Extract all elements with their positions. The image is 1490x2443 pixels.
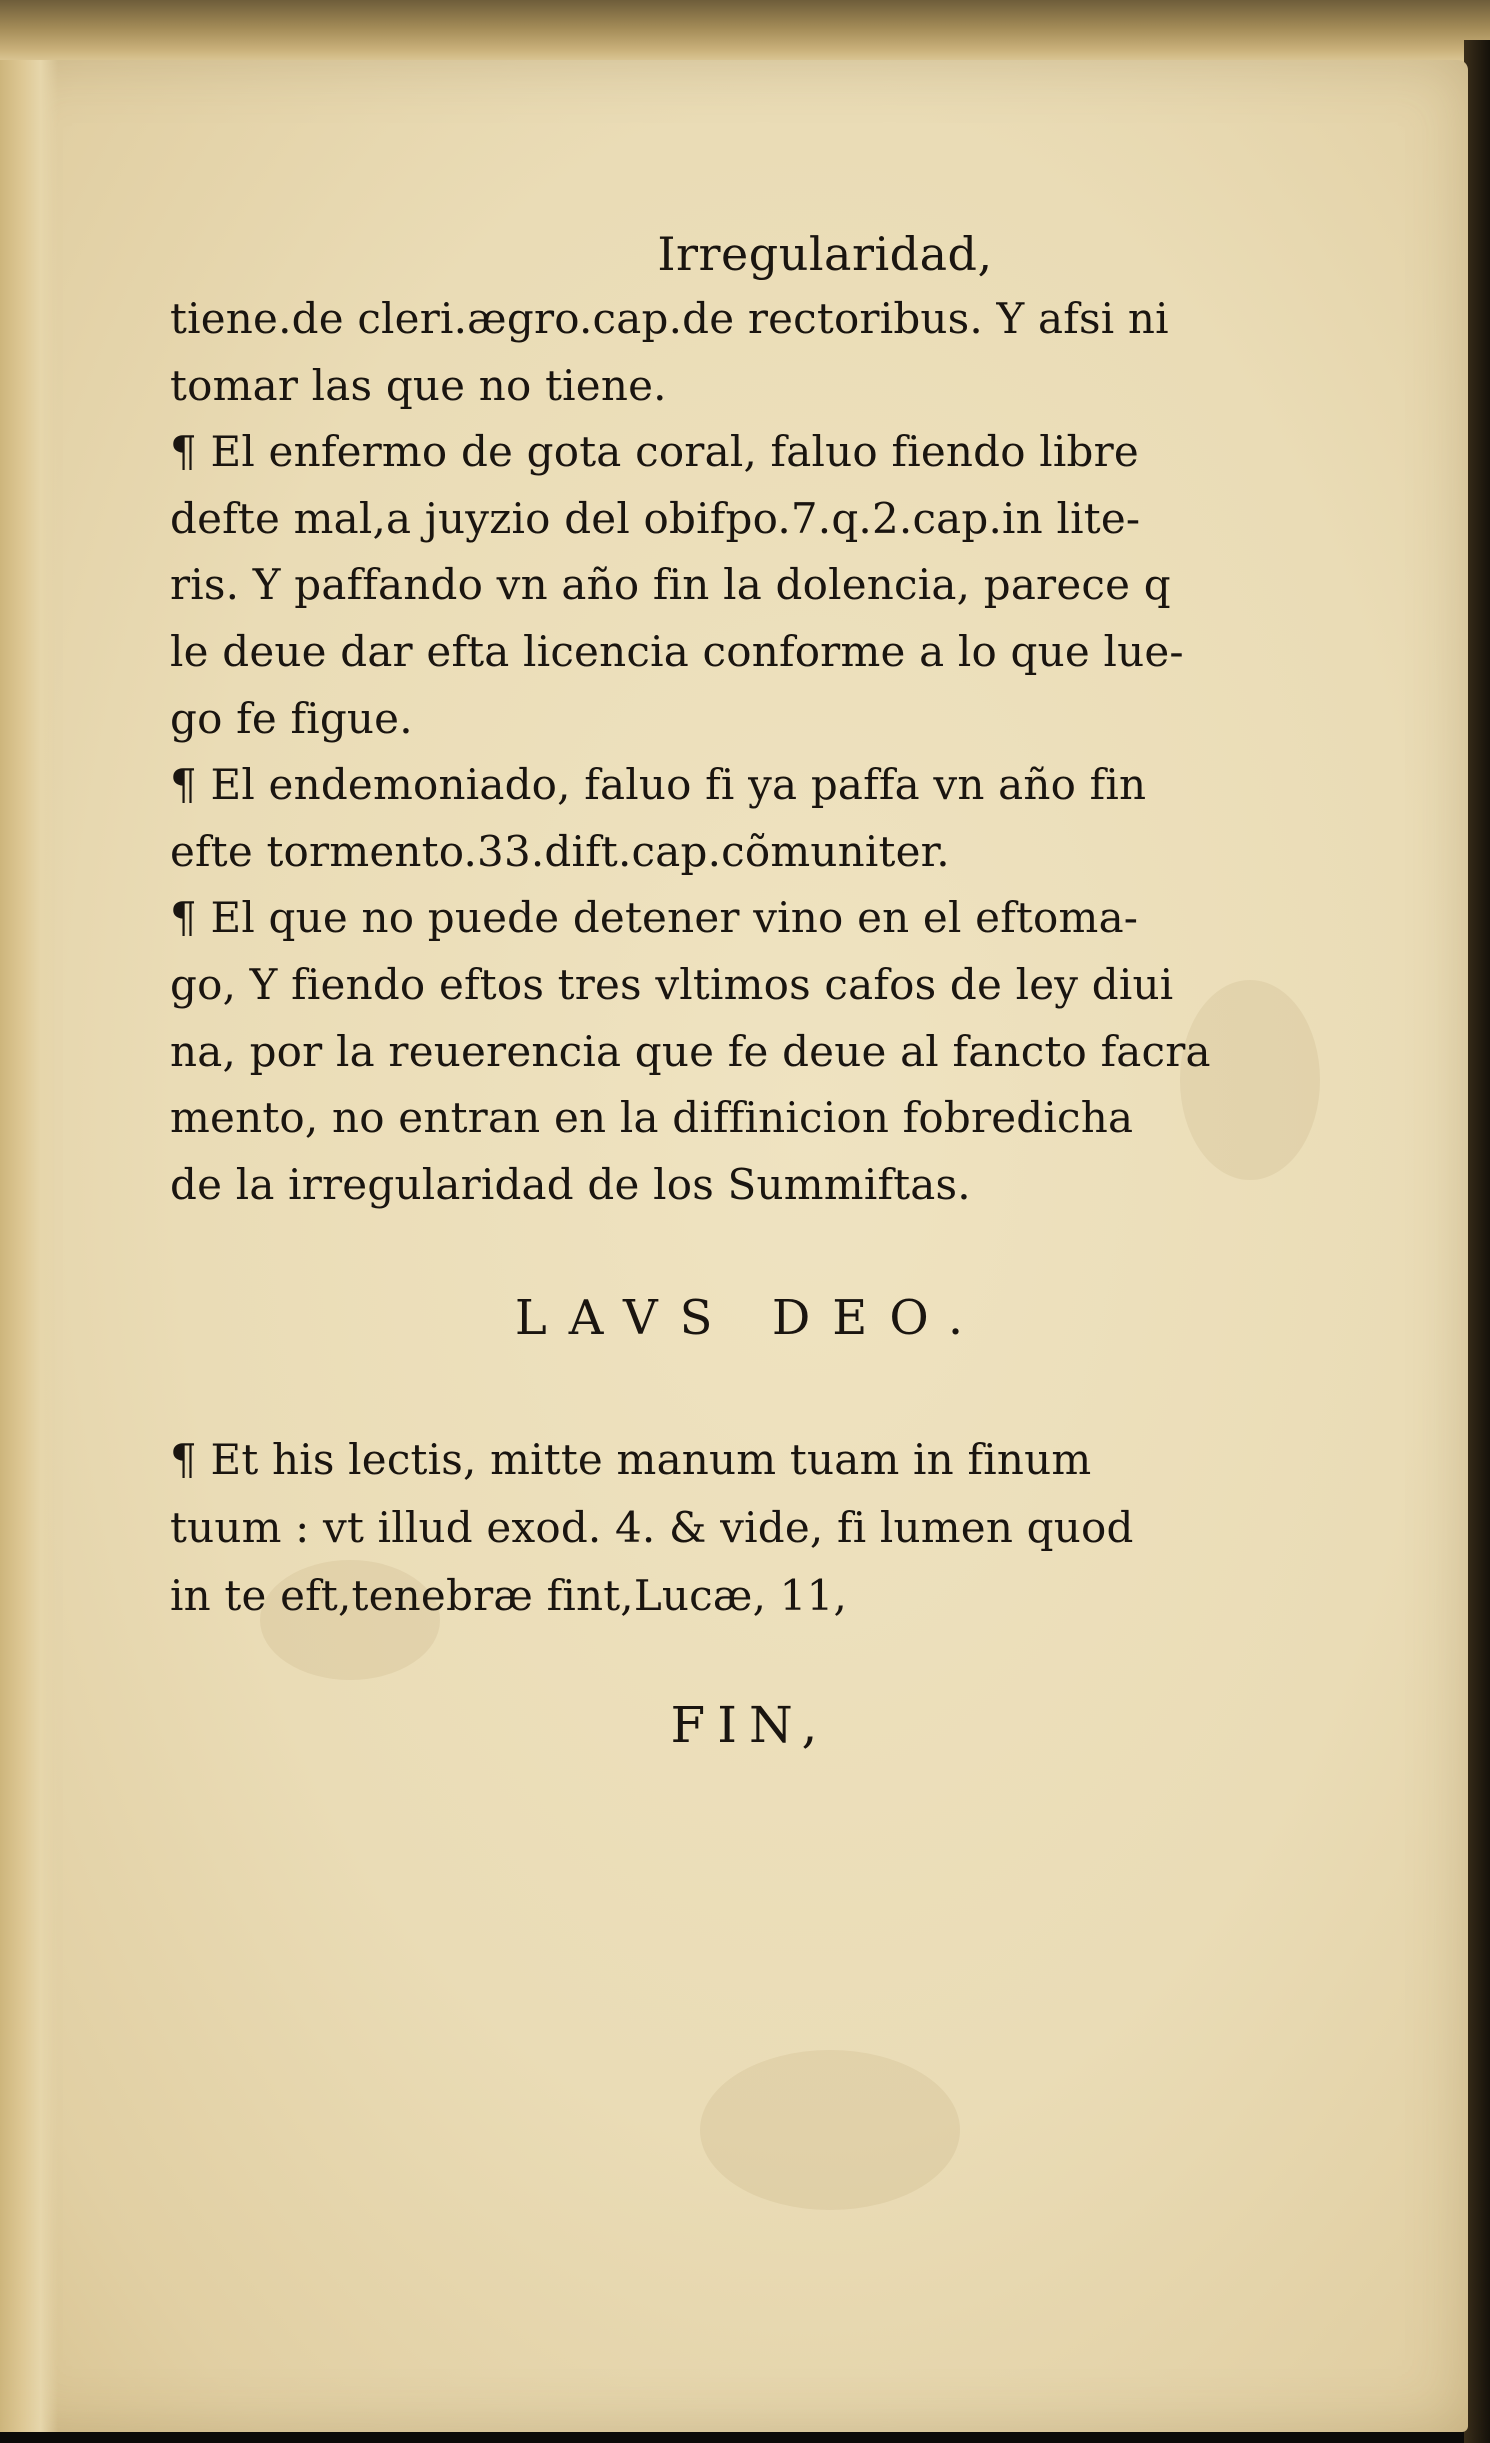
text-line: in te eft,tenebræ fint,Lucæ, 11, [170,1571,848,1620]
text-line: tomar las que no tiene. [170,360,667,410]
text-line: ris. Y paffando vn año fin la dolencia, parece q [170,560,1171,610]
running-head: Irregularidad, [657,227,993,281]
page-top-edge [0,0,1490,62]
text-line: ¶ El endemoniado, faluo fi ya paffa vn año fin [170,760,1147,810]
text-line: na, por la reuerencia que fe deue al fancto facra [170,1026,1211,1076]
closing-text-block [170,1426,1330,1630]
laus-deo-heading: LAVS DEO. [514,1290,986,1346]
fin-colophon: FIN, [670,1696,830,1754]
text-line: efte tormento.33.dift.cap.cõmuniter. [170,826,950,876]
text-line: go, Y fiendo eftos tres vltimos cafos de ley diui [170,959,1174,1009]
text-line: defte mal,a juyzio del obifpo.7.q.2.cap.in lite- [170,493,1141,543]
text-line: tiene.de cleri.ægro.cap.de rectoribus. Y afsi ni [170,294,1169,343]
text-line: ¶ El enfermo de gota coral, faluo fiendo libre [170,427,1139,477]
page-spine-shadow [0,60,58,2432]
paper-stain [700,2050,960,2210]
text-line: ¶ Et his lectis, mitte manum tuam in finum [170,1435,1092,1484]
text-line: tuum : vt illud exod. 4. & vide, fi lumen quod [170,1503,1134,1552]
text-line: le deue dar efta licencia conforme a lo que lue- [170,626,1184,676]
text-line: go fe figue. [170,693,413,743]
text-line: de la irregularidad de los Summiftas. [170,1159,971,1209]
text-line: ¶ El que no puede detener vino en el eftoma- [170,893,1139,943]
main-text-block [170,222,1330,1218]
text-line: mento, no entran en la diffinicion fobredicha [170,1093,1134,1143]
